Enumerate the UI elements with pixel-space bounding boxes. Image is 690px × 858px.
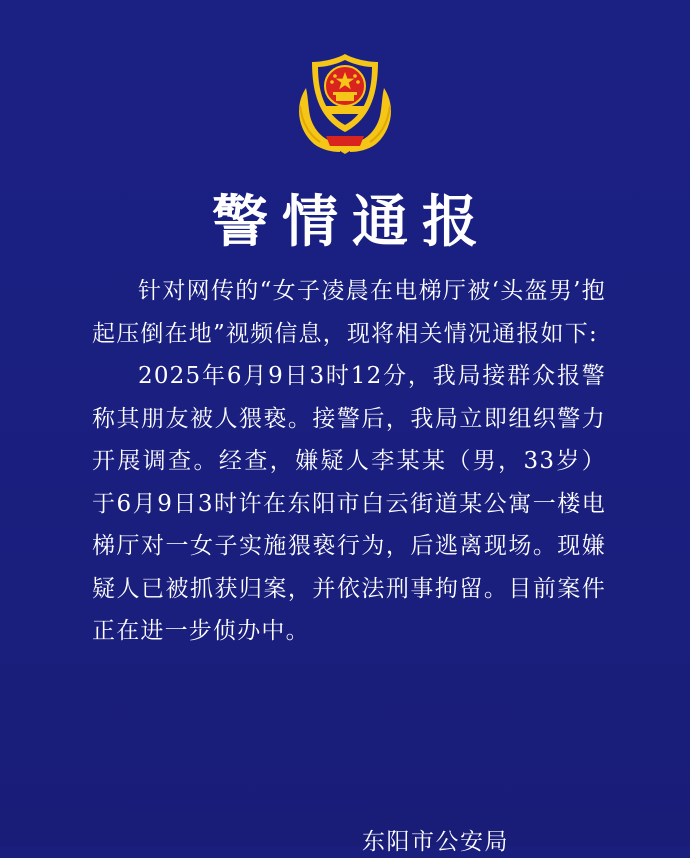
police-badge-icon: [292, 48, 398, 160]
notice-body: [92, 270, 606, 653]
notice-paragraph-1: 针对网传的“女子凌晨在电梯厅被‘头盔男’抱起压倒在地”视频信息，现将相关情况通报如下:: [92, 278, 606, 347]
notice-title: 警情通报: [212, 190, 492, 255]
issuer-signature: 东阳市公安局: [362, 829, 509, 855]
notice-paragraph-2: 2025年6月9日3时12分，我局接群众报警称其朋友被人猥亵。接警后，我局立即组织警力开展调查。经查，嫌疑人李某某（男，33岁）于6月9日3时许在东阳市白云街道某公寓一楼电梯厅对一女子实施猥亵行为，后逃离现场。现嫌疑人已被抓获归案，并依法刑事拘留。目前案件正在进一步侦办中。: [92, 363, 606, 644]
